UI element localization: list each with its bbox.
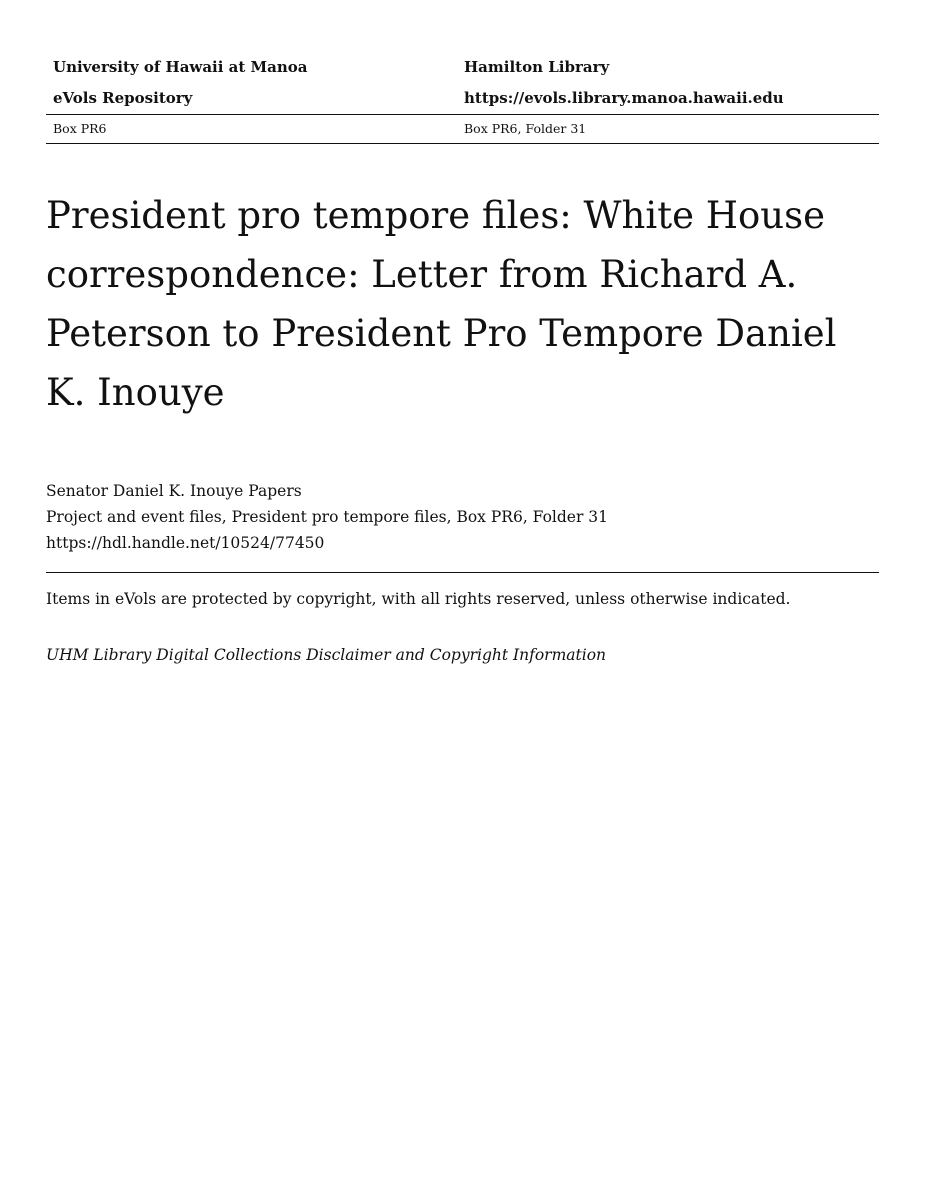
header-table: [46, 52, 879, 144]
document-title: President pro tempore files: White House correspondence: Letter from Richard A. Peterson to President Pro Tempore Daniel K. Inouye: [46, 194, 837, 414]
repository-name: eVols Repository: [53, 89, 193, 107]
institution-name: University of Hawaii at Manoa: [53, 58, 308, 76]
header-row-3: [46, 115, 879, 143]
header-row-1: [46, 52, 879, 83]
header-row-2: [46, 83, 879, 114]
box-folder-label: Box PR6, Folder 31: [464, 121, 587, 136]
handle-url: https://hdl.handle.net/10524/77450: [46, 534, 325, 552]
document-metadata: [46, 478, 879, 556]
series-path: Project and event files, President pro tempore files, Box PR6, Folder 31: [46, 508, 609, 526]
library-name: Hamilton Library: [464, 58, 610, 76]
collection-name: Senator Daniel K. Inouye Papers: [46, 482, 302, 500]
box-label: Box PR6: [53, 121, 107, 136]
copyright-notice: Items in eVols are protected by copyright, with all rights reserved, unless otherwise indicated.: [46, 590, 791, 608]
repository-url: https://evols.library.manoa.hawaii.edu: [464, 89, 784, 107]
header-bottom-rule: [46, 143, 879, 144]
disclaimer-link[interactable]: UHM Library Digital Collections Disclaimer and Copyright Information: [46, 646, 607, 664]
section-divider: [46, 572, 879, 573]
